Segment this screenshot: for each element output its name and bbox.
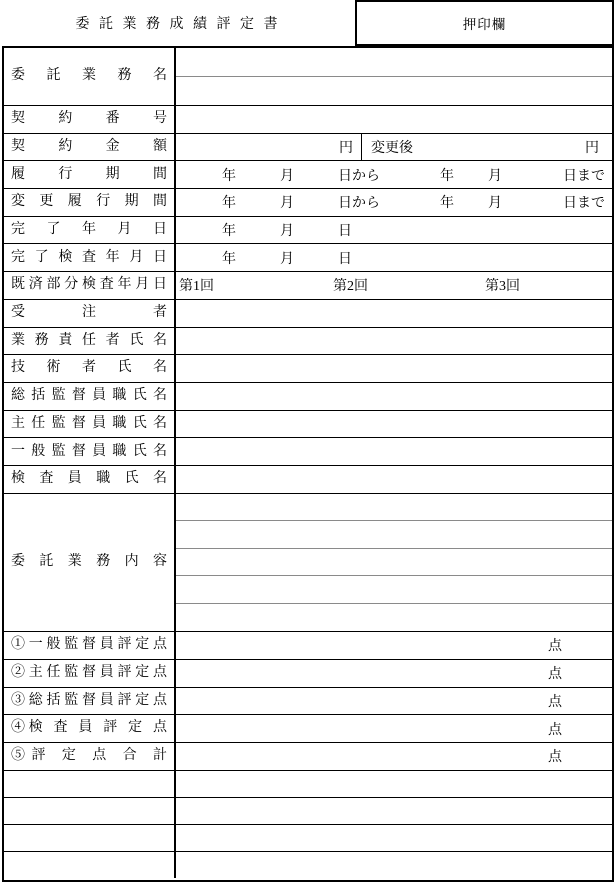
row-chief-supervisor [4,382,612,410]
yen-unit-original: 円 [339,141,353,157]
spare-field-3 [176,825,612,851]
label-work-name: 委 託 業 務 名 [11,68,167,84]
label-performance-period: 履 行 期 間 [11,166,167,182]
label-contract-amount: 契 約 金 額 [11,138,167,154]
field-score-chief [176,688,612,715]
table-row-spare-1 [4,770,612,797]
row-score-inspector [4,714,612,742]
completion-month: 月 [280,224,294,240]
label-cell-chief-supervisor [4,383,176,410]
spare-label-cell-1 [4,771,176,797]
label-cell-partial-inspection [4,272,176,299]
label-cell-score-total [4,743,176,770]
score-general-value-area [176,632,612,659]
spare-field-4 [176,852,612,878]
completion-year: 年 [222,224,236,240]
work-content-line3 [176,549,612,577]
field-work-name-line2 [176,77,612,106]
label-cell-inspector [4,466,176,493]
table-row-spare-4 [4,851,612,878]
spare-field-1 [176,771,612,797]
spare-field-2 [176,798,612,824]
label-cell-score-inspector [4,715,176,742]
table-row-spare-2 [4,797,612,824]
contract-amount-original [176,134,362,161]
label-cell-general-supervisor [4,438,176,465]
row-inspector [4,465,612,493]
label-work-content: 委 託 業 務 内 容 [11,554,167,570]
field-score-senior [176,660,612,687]
row-score-senior [4,659,612,687]
changed-period-month-from: 月 [280,196,294,212]
stamp-box [355,0,614,46]
score-general-unit: 点 [548,639,562,655]
field-contract-amount [176,134,612,161]
label-work-manager: 業 務 責 任 者 氏 名 [11,332,167,348]
stamp-box-label: 押印欄 [462,17,507,32]
form-title: 委 託 業 務 成 績 評 定 書 [75,17,281,32]
row-score-general [4,631,612,659]
label-score-inspector: ④検 査 員 評 定 点 [11,720,167,736]
table-row-spare-3 [4,824,612,851]
label-cell-engineer [4,355,176,382]
row-general-supervisor [4,437,612,465]
label-cell-work-content [4,494,176,632]
label-cell-contract-number [4,106,176,133]
label-chief-supervisor: 総 括 監 督 員 職 氏 名 [11,388,167,404]
changed-period-day-to: 日まで [563,196,605,212]
label-cell-work-name [4,48,176,105]
inspection-month: 月 [280,251,294,267]
field-chief-supervisor [176,383,612,410]
field-contractor [176,300,612,327]
label-cell-inspection-date [4,244,176,271]
changed-period-day-from: 日から [338,196,380,212]
row-engineer [4,354,612,382]
field-general-supervisor [176,438,612,465]
yen-unit-changed: 円 [585,141,599,157]
score-senior-unit: 点 [548,667,562,683]
label-score-chief: ③総括監督員評定点 [11,692,167,708]
label-cell-score-senior [4,660,176,687]
row-work-manager [4,327,612,355]
field-inspector [176,466,612,493]
score-total-value-area [176,743,612,770]
label-score-total: ⑤評 定 点 合 計 [11,748,167,764]
label-completion-date: 完 了 年 月 日 [11,222,167,238]
partial-inspection-round1: 第1回 [179,279,214,295]
label-inspector: 検 査 員 職 氏 名 [11,471,167,487]
label-senior-supervisor: 主 任 監 督 員 職 氏 名 [11,415,167,431]
row-work-name [4,48,612,105]
score-inspector-value-area [176,715,612,742]
field-senior-supervisor [176,411,612,438]
score-senior-value-area [176,660,612,687]
row-completion-date [4,216,612,244]
work-content-line1 [176,494,612,522]
label-cell-changed-period [4,189,176,216]
label-inspection-date: 完 了 検 査 年 月 日 [11,249,167,265]
changed-period-month-to: 月 [488,196,502,212]
spare-label-cell-2 [4,798,176,824]
work-content-line2 [176,521,612,549]
score-chief-value-area [176,688,612,715]
label-cell-contract-amount [4,134,176,161]
label-score-senior: ②主任監督員評定点 [11,665,167,681]
label-cell-contractor [4,300,176,327]
contract-amount-split [176,134,612,161]
after-change-label: 変更後 [371,141,413,157]
label-cell-senior-supervisor [4,411,176,438]
changed-period-year-from: 年 [222,196,236,212]
label-engineer: 技 術 者 氏 名 [11,360,167,376]
label-general-supervisor: 一 般 監 督 員 職 氏 名 [11,443,167,459]
work-content-line5 [176,604,612,632]
score-inspector-unit: 点 [548,722,562,738]
row-inspection-date [4,243,612,271]
label-cell-completion-date [4,217,176,244]
label-partial-inspection: 既 済 部 分 検 査 年 月 日 [11,277,167,293]
row-performance-period [4,160,612,188]
field-work-manager [176,328,612,355]
field-contract-number [176,106,612,133]
field-engineer [176,355,612,382]
period-month-from: 月 [280,168,294,184]
field-changed-period [176,189,612,216]
score-total-unit: 点 [548,750,562,766]
row-score-total [4,742,612,770]
period-year-to: 年 [440,168,454,184]
label-contract-number: 契 約 番 号 [11,111,167,127]
spare-label-cell-4 [4,852,176,878]
inspection-day: 日 [338,251,352,267]
label-score-general: ①一般監督員評定点 [11,637,167,653]
label-contractor: 受 注 者 [11,305,167,321]
partial-inspection-round2: 第2回 [333,279,368,295]
field-completion-date [176,217,612,244]
row-partial-inspection [4,271,612,299]
row-work-content [4,493,612,632]
field-score-total [176,743,612,770]
field-performance-period [176,161,612,188]
completion-day: 日 [338,224,352,240]
label-cell-score-general [4,632,176,659]
field-partial-inspection [176,272,612,299]
period-year-from: 年 [222,168,236,184]
field-work-name [176,48,612,105]
row-contractor [4,299,612,327]
row-senior-supervisor [4,410,612,438]
field-score-inspector [176,715,612,742]
inspection-year: 年 [222,251,236,267]
row-contract-amount [4,133,612,161]
label-cell-work-manager [4,328,176,355]
changed-period-year-to: 年 [440,196,454,212]
label-cell-performance-period [4,161,176,188]
row-changed-period [4,188,612,216]
label-changed-period: 変 更 履 行 期 間 [11,194,167,210]
field-work-content [176,494,612,632]
period-month-to: 月 [488,168,502,184]
score-chief-unit: 点 [548,694,562,710]
period-day-to: 日まで [563,168,605,184]
row-contract-number [4,105,612,133]
contract-amount-changed [362,134,612,161]
row-score-chief [4,687,612,715]
field-work-name-line1 [176,48,612,77]
partial-inspection-round3: 第3回 [485,279,520,295]
label-cell-score-chief [4,688,176,715]
spare-label-cell-3 [4,825,176,851]
work-content-line4 [176,576,612,604]
field-inspection-date [176,244,612,271]
form-table [2,46,614,882]
period-day-from: 日から [338,168,380,184]
field-score-general [176,632,612,659]
